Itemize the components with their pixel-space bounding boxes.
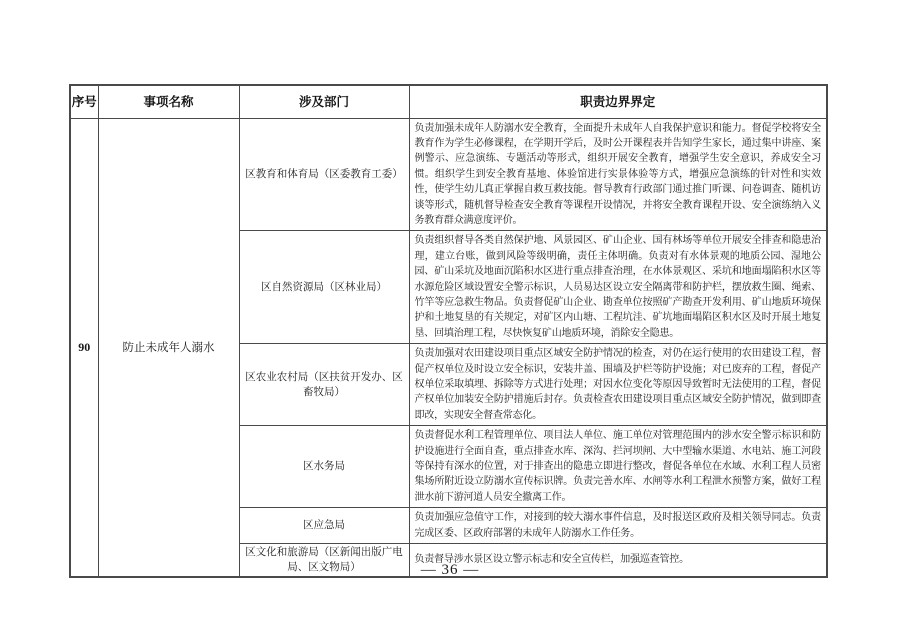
duty-cell: 负责加强未成年人防溺水安全教育，全面提升未成年人自我保护意识和能力。督促学校将安全教育作为学生必修课程，在学期开学后，及时公开课程表并告知学生家长，通过集中讲座、案例警示、应急演练、专题活动等形式，组织开展安全教育，增强学生安全意识，养成安全习惯。组织学生到安全教育基地、体验馆进行实景体验等方式，增强应急演练的针对性和实效性，使学生幼儿真正掌握自救互救技能。督导教育行政部门通过推门听课、问卷调查、随机访谈等形式，随机督导检查安全教育等课程开设情况，并将安全教育课程开设、安全演练纳入义务教育群众满意度评价。 [409,118,827,231]
col-header-serial: 序号 [70,85,98,118]
serial-number-cell: 90 [70,118,98,577]
department-cell: 区水务局 [239,426,409,508]
duty-cell: 负责督促水利工程管理单位、项目法人单位、施工单位对管理范围内的涉水安全警示标识和防护设施进行全面自查，重点排查水库、深沟、拦河坝闸、大中型输水渠道、水电站、施工河段等保持有深水的位置，对于排查出的隐患立即进行整改，督促各单位在水域、水利工程人员密集场所附近设立防溺水宣传标识牌。负责完善水库、水闸等水利工程泄水预警方案，做好工程泄水前下游河道人员安全撤离工作。 [409,426,827,508]
department-cell: 区农业农村局（区扶贫开发办、区畜牧局） [239,344,409,426]
department-cell: 区自然资源局（区林业局） [239,231,409,344]
page-number: — 36 — [420,562,480,578]
table-row [70,118,827,231]
col-header-departments: 涉及部门 [239,85,409,118]
duty-cell: 负责组织督导各类自然保护地、风景园区、矿山企业、国有林场等单位开展安全排查和隐患治理，建立台账，做到风险等级明确，责任主体明确。负责对有水体景观的地质公园、湿地公园、矿山采坑及地面沉陷积水区进行重点排查治理，在水体景观区、采坑和地面塌陷积水区等水源危险区域设置安全警示标识，人员易达区设立安全隔离带和防护栏，摆放救生圈、绳索、竹竿等应急救生物品。负责督促矿山企业、勘查单位按照矿产勘查开发利用、矿山地质环境保护和土地复垦的有关规定，对矿区内山塘、工程坑洼、矿坑地面塌陷区积水区及时开展土地复垦、回填治理工程，尽快恢复矿山地质环境，消除安全隐患。 [409,231,827,344]
duty-cell: 负责督导涉水景区设立警示标志和安全宣传栏，加强巡查管控。 [409,544,827,578]
item-name-cell: 防止未成年人溺水 [98,118,239,577]
department-cell: 区应急局 [239,508,409,544]
department-cell: 区文化和旅游局（区新闻出版广电局、区文物局） [239,544,409,578]
responsibility-table [69,84,828,578]
col-header-duty-boundary: 职责边界界定 [409,85,827,118]
col-header-item-name: 事项名称 [98,85,239,118]
department-cell: 区教育和体育局（区委教育工委） [239,118,409,231]
table-header-row [70,85,827,118]
duty-cell: 负责加强应急值守工作，对接到的较大溺水事件信息，及时报送区政府及相关领导同志。负责完成区委、区政府部署的未成年人防溺水工作任务。 [409,508,827,544]
duty-cell: 负责加强对农田建设项目重点区域安全防护情况的检查，对仍在运行使用的农田建设工程，督促产权单位及时设立安全标识，安装井盖、围墙及护栏等防护设施；对已废弃的工程，督促产权单位采取填埋、拆除等方式进行处理；对因水位变化等原因导致暂时无法使用的工程，督促产权单位加装安全防护措施后封存。负责检查农田建设项目重点区域安全防护情况，做到即查即改，实现安全督查常态化。 [409,344,827,426]
